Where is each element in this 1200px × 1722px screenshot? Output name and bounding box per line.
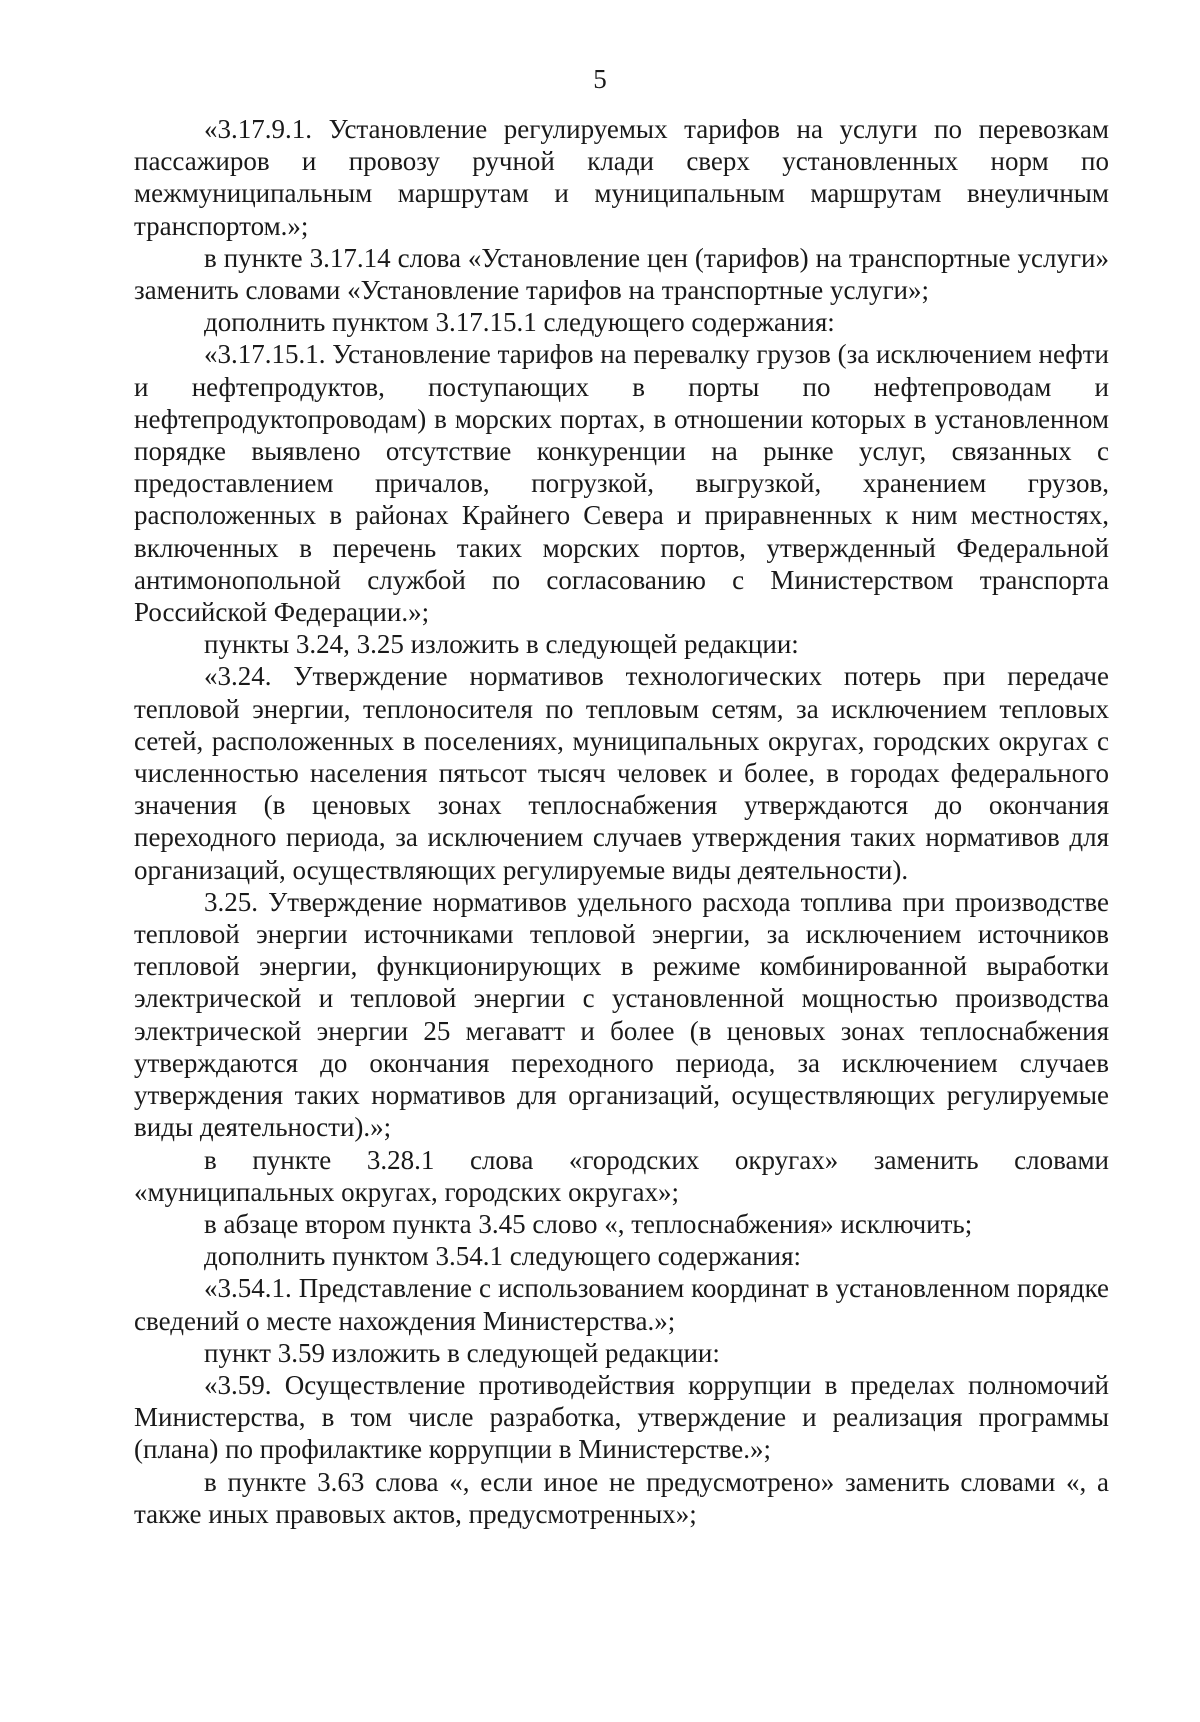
document-body <box>134 113 1109 1530</box>
paragraph-amend-3-45: в абзаце втором пункта 3.45 слово «, теплоснабжения» исключить; <box>204 1208 973 1239</box>
paragraph-3-59: «3.59. Осуществление противодействия коррупции в пределах полномочий Министерства, в том числе разработка, утверждение и реализация программы (плана) по профилактике коррупции в Министерстве.»; <box>134 1369 1109 1465</box>
paragraph-amend-3-28-1: в пункте 3.28.1 слова «городских округах» заменить словами «муниципальных округах, городских округах»; <box>134 1144 1109 1207</box>
paragraph-amend-3-59: пункт 3.59 изложить в следующей редакции: <box>204 1337 720 1368</box>
paragraph-3-17-15-1: «3.17.15.1. Установление тарифов на перевалку грузов (за исключением нефти и нефтепродуктов, поступающих в порты по нефтепроводам и нефтепродуктопроводам) в морских портах, в отношении которых в установленном порядке выявлено отсутствие конкуренции на рынке услуг, связанных с предоставлением причалов, погрузкой, выгрузкой, хранением грузов, расположенных в районах Крайнего Севера и приравненных к ним местностях, включенных в перечень таких морских портов, утвержденный Федеральной антимонопольной службой по согласованию с Министерством транспорта Российской Федерации.»; <box>134 339 1109 628</box>
paragraph-add-3-17-15-1: дополнить пунктом 3.17.15.1 следующего содержания: <box>204 307 835 338</box>
paragraph-3-25: 3.25. Утверждение нормативов удельного расхода топлива при производстве тепловой энергии источниками тепловой энергии, за исключением источников тепловой энергии, функционирующих в режиме комбинированной выработки электрической и тепловой энергии с установленной мощностью производства электрической энергии 25 мегаватт и более (в ценовых зонах теплоснабжения утверждаются до окончания переходного периода, за исключением случаев утверждения таких нормативов для организаций, осуществляющих регулируемые виды деятельности).»; <box>134 886 1109 1143</box>
paragraph-add-3-54-1: дополнить пунктом 3.54.1 следующего содержания: <box>204 1241 802 1272</box>
paragraph-amend-3-63: в пункте 3.63 слова «, если иное не предусмотрено» заменить словами «, а также иных правовых актов, предусмотренных»; <box>134 1466 1109 1529</box>
paragraph-amend-3-24-3-25: пункты 3.24, 3.25 изложить в следующей редакции: <box>204 629 799 660</box>
page-number: 5 <box>593 64 607 94</box>
paragraph-3-54-1: «3.54.1. Представление с использованием координат в установленном порядке сведений о месте нахождения Министерства.»; <box>134 1273 1109 1336</box>
paragraph-3-17-9-1: «3.17.9.1. Установление регулируемых тарифов на услуги по перевозкам пассажиров и провозу ручной клади сверх установленных норм по межмуниципальным маршрутам и муниципальным маршрутам внеуличным транспортом.»; <box>134 114 1109 241</box>
paragraph-3-24: «3.24. Утверждение нормативов технологических потерь при передаче тепловой энергии, теплоносителя по тепловым сетям, за исключением тепловых сетей, расположенных в поселениях, муниципальных округах, городских округах с численностью населения пятьсот тысяч человек и более, в городах федерального значения (в ценовых зонах теплоснабжения утверждаются до окончания переходного периода, за исключением случаев утверждения таких нормативов для организаций, осуществляющих регулируемые виды деятельности). <box>134 661 1109 885</box>
paragraph-amend-3-17-14: в пункте 3.17.14 слова «Установление цен (тарифов) на транспортные услуги» заменить словами «Установление тарифов на транспортные услуги»; <box>134 242 1109 306</box>
